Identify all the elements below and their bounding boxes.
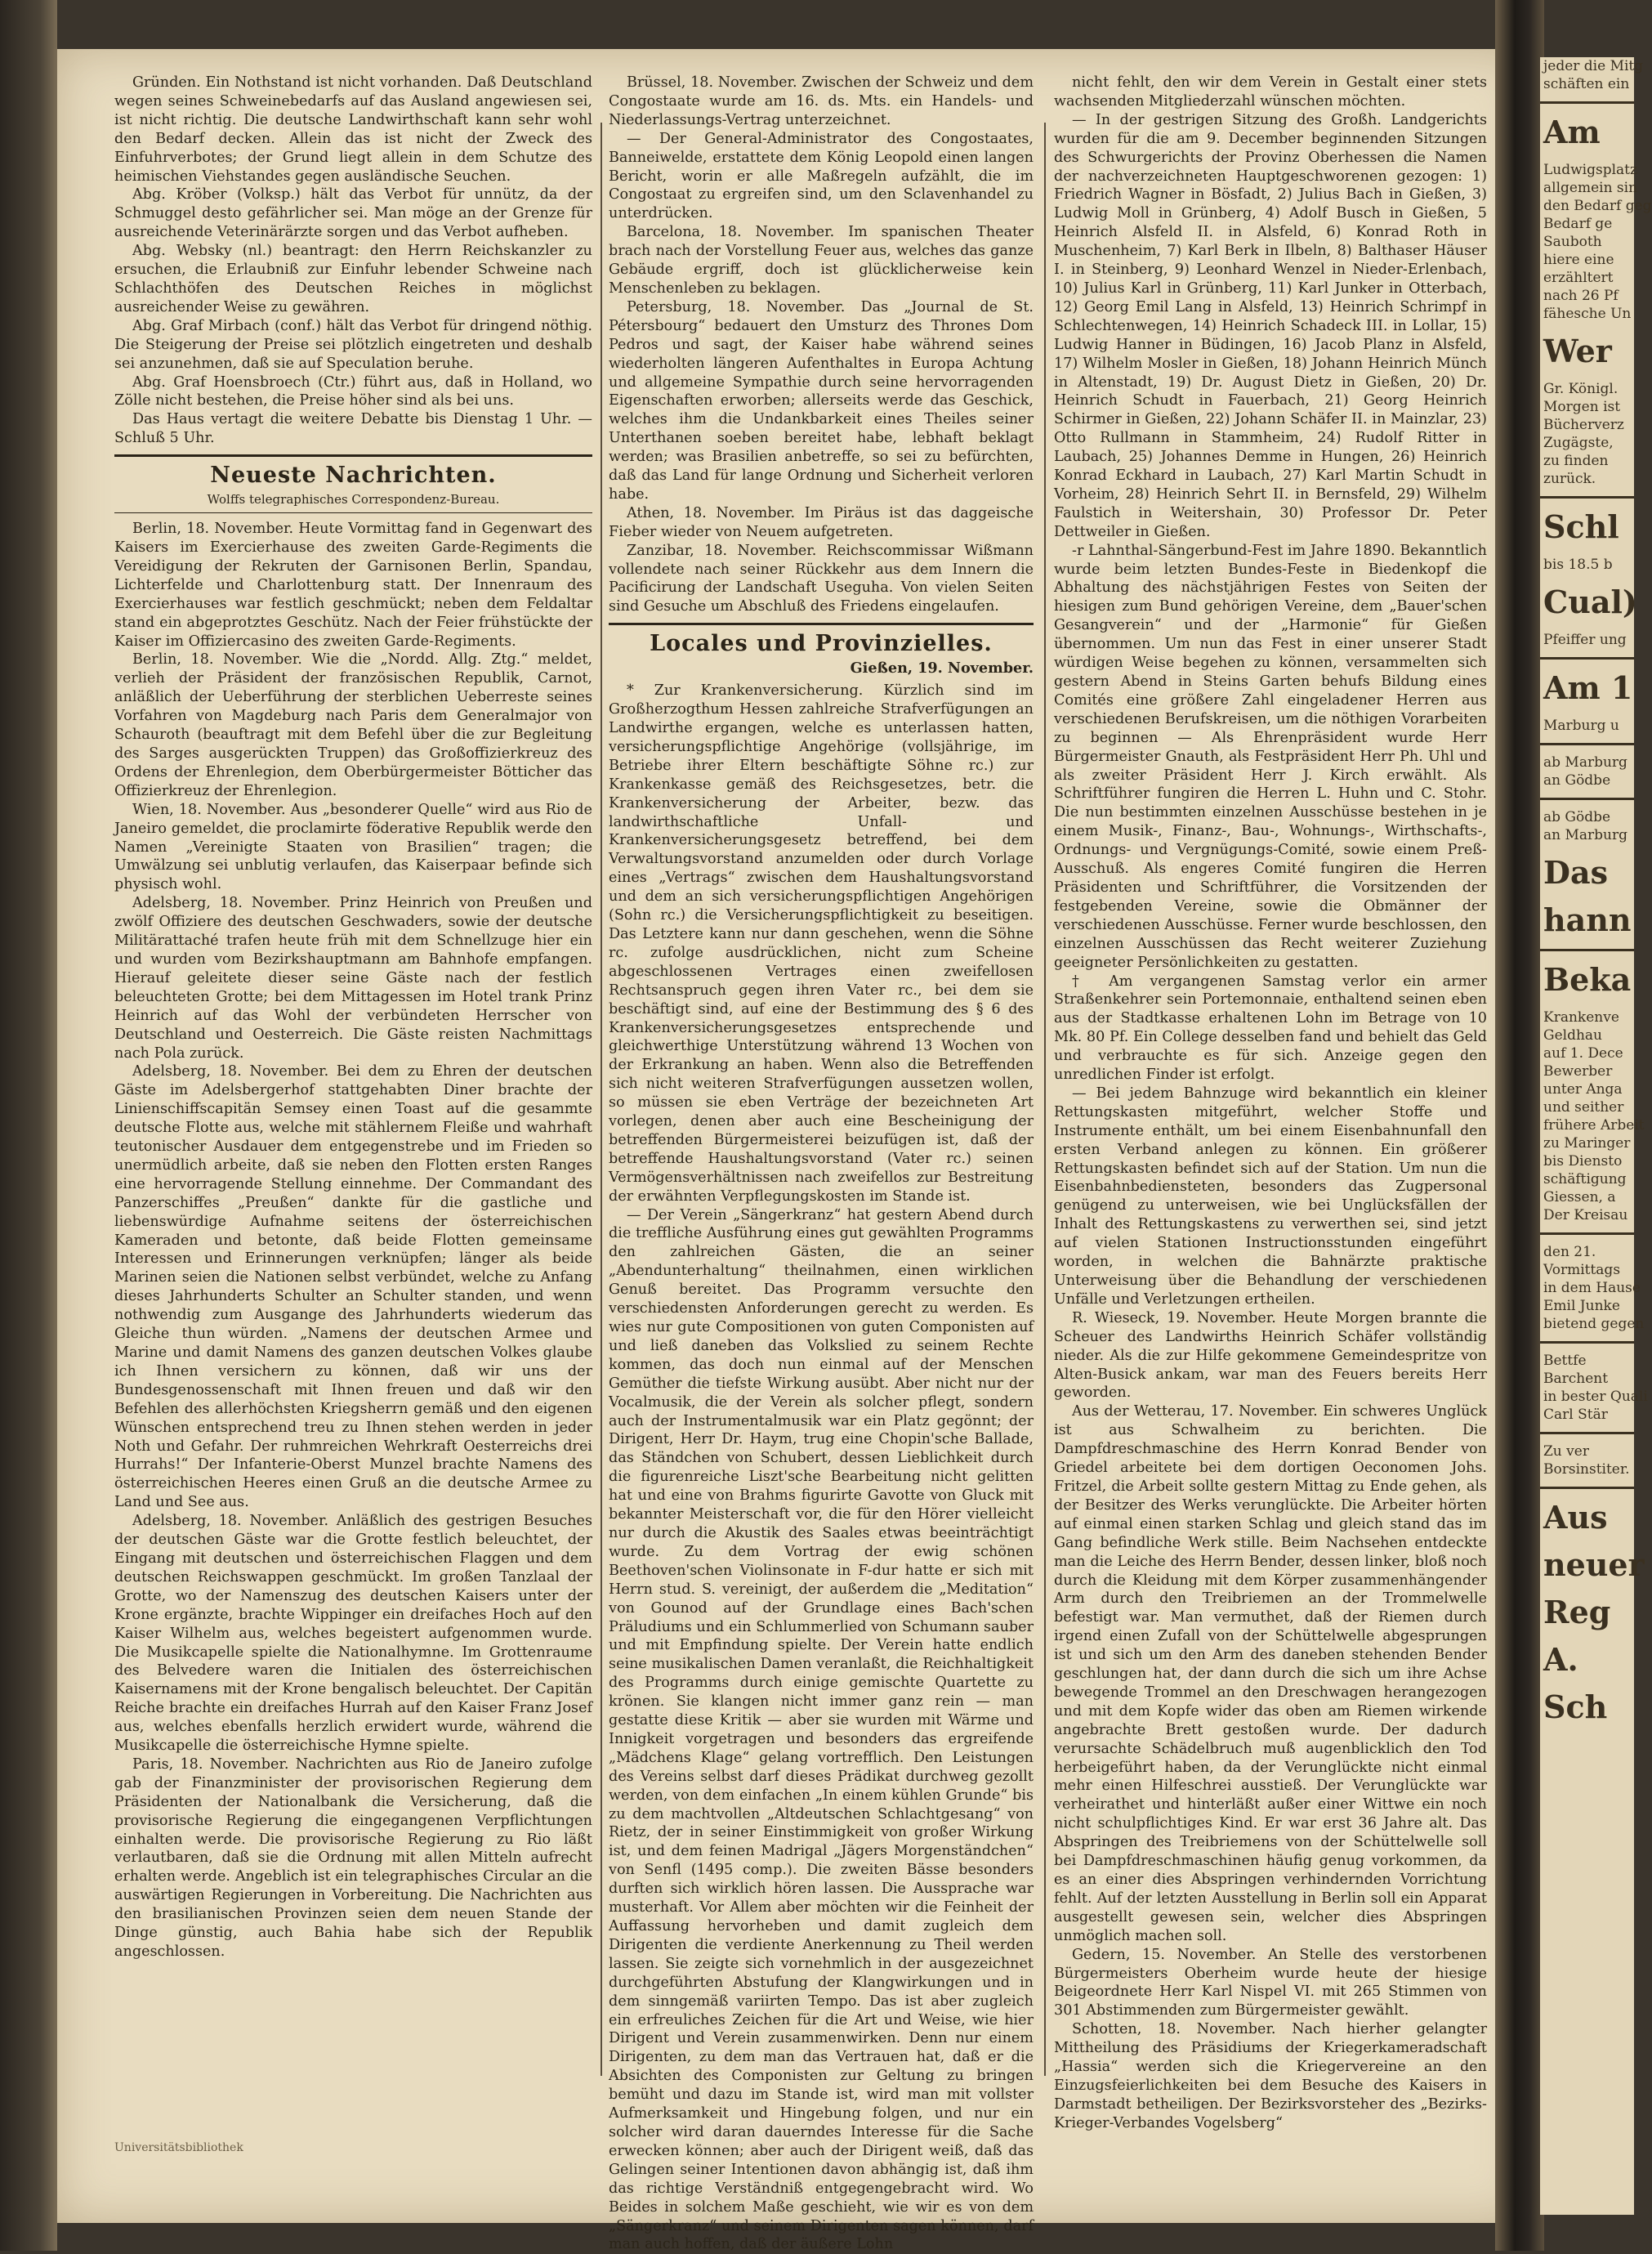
adjacent-page-line: Cual) [1543, 584, 1637, 620]
adjacent-page-line: Am 1 [1543, 669, 1633, 706]
section-title-locales: Locales und Provinzielles. [650, 631, 993, 657]
column-3 [1054, 74, 1487, 2131]
adjacent-page-line: Morgen ist [1543, 399, 1621, 415]
local-paragraph: R. Wieseck, 19. November. Heute Morgen brannte die Scheuer des Landwirths Heinrich Schäfer vollständig nieder. Als die zur Hilfe gekommene Gemeindespritze von Alten-Busick ankam, war man des Feuers bereits Herr geworden. [1054, 1309, 1487, 1402]
adjacent-page-line [1540, 1432, 1634, 1434]
section-title-neueste-nachrichten: Neueste Nachrichten. [210, 463, 497, 489]
column-2 [609, 74, 1034, 2253]
local-paragraph: Gedern, 15. November. An Stelle des verstorbenen Bürgermeisters Oberheim wurde heute der hiesige Beigeordnete Herr Karl Nispel VI. mit 265 Stimmen von 301 Abstimmenden zum Bürgermeister gewählt. [1054, 1946, 1487, 2019]
adjacent-page-line: Wer [1543, 333, 1612, 369]
adjacent-page-line: erzähltert [1543, 270, 1614, 286]
adjacent-page-text [1540, 57, 1652, 1726]
dateline-giessen: Gießen, 19. November. [850, 660, 1034, 678]
news-paragraph: Berlin, 18. November. Wie die „Nordd. Allg. Ztg.“ meldet, verlieh der Präsident der französischen Republik, Carnot, anläßlich der Ueberführung der sterblichen Ueberreste seines Vorfahren von Magdeburg nach Paris dem Generalmajor von Schauroth (beauftragt mit dem Befehl über die zur Begleitung des Sarges ausgerückten Truppen) das Großoffizierkreuz des Ordens der Ehrenlegion, dem Oberbürgermeister Bötticher das Offizierkreuz der Ehrenlegion. [114, 651, 592, 799]
adjacent-page-line: Das [1543, 854, 1608, 891]
adjacent-page-line: den 21. [1543, 1244, 1596, 1260]
column-1 [114, 74, 592, 2092]
adjacent-page-line: Geldhau [1543, 1027, 1602, 1044]
adjacent-page-line: den Bedarf geg [1543, 198, 1652, 214]
adjacent-page-line: Emil Junke [1543, 1298, 1620, 1314]
adjacent-page-line: Pfeiffer ung [1543, 632, 1627, 648]
adjacent-page-line [1540, 1232, 1634, 1235]
adjacent-page-line: frühere Arbeit [1543, 1117, 1645, 1134]
adjacent-page-line: Giessen, a [1543, 1189, 1616, 1205]
adjacent-page-line: Gr. Königl. [1543, 381, 1619, 397]
news-paragraph: Petersburg, 18. November. Das „Journal de St. Pétersbourg“ bedauert den Umsturz des Thrones Dom Pedros und sagt, der Kaiser habe während seines wiederholten längeren Aufenthaltes in Europa Achtung und allgemeine Sympathie durch seine hervorragenden Eigenschaften erworben; allerseits werde das Geschick, welches ihm die Undankbarkeit eines Theiles seiner Unterthanen soeben bereitet habe, lebhaft beklagt werden; was Brasilien anbetreffe, so sei zu befürchten, daß das Land für lange Ordnung und Sicherheit verloren habe. [609, 298, 1034, 503]
adjacent-page-line: zu finden [1543, 453, 1609, 469]
section-rule [609, 623, 1034, 625]
news-paragraph: Adelsberg, 18. November. Bei dem zu Ehren der deutschen Gäste im Adelsbergerhof stattgehabten Diner brachte der Linienschiffscapitän Semsey einen Toast auf die gesammte deutsche Flotte aus, welche mit stählernem Fleiße und wahrhaft teutonischer Ausdauer dem entgegenstrebe und im Frieden so unermüdlich arbeite, daß sie neben den Flotten ersten Ranges eine hervorragende Stellung einnehme. Der Commandant des Panzerschiffes „Preußen“ dankte für die gastliche und liebenswürdige Aufnahme seitens der österreichischen Kameraden und betonte, daß beide Flotten gemeinsame Interessen und Erinnerungen verknüpfen; länger als beide Marinen seien die Nationen selbst verbündet, welche zu Anfang dieses Jahrhunderts Schulter an Schulter standen, und wenn nothwendig zum Ausgange des Jahrhunderts wiederum das Gleiche thun würden. „Namens der deutschen Armee und Marine und damit Namens des ganzen deutschen Volkes glaube ich Ihnen versichern zu können, daß wir uns der Bundesgenossenschaft mit Ihnen freuen und daß wir den Befehlen des allerhöchsten Kriegsherrn gemäß und den eigenen Wünschen entsprechend treu zu Ihnen stehen werden in jeder Noth und Gefahr. Der ruhmreichen Wehrkraft Oesterreichs drei Hurrahs!“ Der Infanterie-Oberst Munzel brachte Namens des österreichischen Heeres einen Gruß an die deutsche Armee zu Land und See aus. [114, 1063, 592, 1511]
adjacent-page-line [1540, 101, 1634, 104]
news-paragraph: Paris, 18. November. Nachrichten aus Rio de Janeiro zufolge gab der Finanzminister der provisorischen Regierung dem Präsidenten der Nationalbank die Versicherung, daß die provisorische Regierung die eingegangenen Verpflichtungen einhalten werde. Die provisorische Regierung zu Rio läßt verlautbaren, daß sie die Ordnung mit allen Mitteln aufrecht erhalten werde. Angeblich ist ein telegraphisches Circular an die auswärtigen Regierungen in Vorbereitung. Die Nachrichten aus den brasilianischen Provinzen seien dem neuen Stande der Dinge günstig, auch Bahia habe sich der Republik angeschlossen. [114, 1755, 592, 1960]
local-news-text [609, 682, 1034, 2254]
adjacent-page-line: Marburg u [1543, 718, 1619, 734]
section-rule-thin [114, 512, 592, 513]
local-paragraph: † Am vergangenen Samstag verlor ein armer Straßenkehrer sein Portemonnaie, enthaltend seinen eben aus der Stadtkasse erhaltenen Lohn im Betrage von 10 Mk. 80 Pf. Ein College desselben fand und behielt das Geld und verbrauchte es für sich. Anzeige gegen den unredlichen Finder ist erfolgt. [1054, 973, 1487, 1084]
adjacent-page-line [1540, 657, 1634, 660]
adjacent-page-line: unter Anga [1543, 1081, 1623, 1098]
adjacent-page-line: Zugägste, [1543, 435, 1614, 451]
parliament-debate-text [114, 74, 592, 448]
debate-paragraph: Gründen. Ein Nothstand ist nicht vorhanden. Daß Deutschland wegen seines Schweinebedarfs auf das Ausland angewiesen sei, ist nicht richtig. Die deutsche Landwirthschaft kann sehr wohl den Bedarf decken. Allein das ist nicht der Zweck des Einfuhrverbotes; der Grund liegt allein in dem Schutze des heimischen Viehstandes gegen ausländische Seuchen. [114, 74, 592, 185]
adjacent-page-line: jeder die Mitg [1543, 58, 1644, 74]
adjacent-page-line: Am [1543, 114, 1601, 150]
adjacent-page-line: Reg [1543, 1594, 1611, 1630]
adjacent-page-line: hiere eine [1543, 252, 1614, 268]
adjacent-page-line: schäften ein [1543, 76, 1630, 92]
adjacent-page-line [1540, 743, 1634, 745]
adjacent-page-line: neuer [1543, 1546, 1645, 1583]
adjacent-page-line: Ludwigsplatz [1543, 162, 1637, 178]
column-divider-2 [1044, 123, 1046, 2076]
news-paragraph: — Der General-Administrator des Congostaates, Banneiwelde, erstattete dem König Leopold einen langen Bericht, worin er alle Maßregeln aufzählt, die im Congostaat zu ergreifen sind, um den Sclavenhandel zu unterdrücken. [609, 130, 1034, 222]
debate-paragraph: Abg. Kröber (Volksp.) hält das Verbot für unnütz, da der Schmuggel desto gefährlicher sei. Man möge an der Grenze für ausreichende Veterinärärzte sorgen und das Verbot aufheben. [114, 186, 592, 241]
adjacent-page-line: Zu ver [1543, 1443, 1589, 1460]
adjacent-page-line: Der Kreisau [1543, 1207, 1628, 1223]
adjacent-page-line: Carl Stär [1543, 1407, 1608, 1423]
adjacent-page-line: Schl [1543, 508, 1619, 545]
news-paragraph: Barcelona, 18. November. Im spanischen Theater brach nach der Vorstellung Feuer aus, welches das ganze Gebäude ergriff, doch ist glücklicherweise kein Menschenleben zu beklagen. [609, 224, 1034, 297]
local-paragraph: — Der Verein „Sängerkranz“ hat gestern Abend durch die treffliche Ausführung eines gut gewählten Programms den zahlreichen Gästen, die an seiner „Abendunterhaltung“ theilnahmen, einen wirklichen Genuß bereitet. Das Programm versuchte den verschiedensten Anforderungen gerecht zu werden. Es wies nur gute Compositionen von guten Componisten auf und ließ daneben das Volkslied zu seinem Rechte kommen, das doch nun einmal auf der Menschen Gemüther die tiefste Wirkung ausübt. Aber nicht nur der Vocalmusik, die der Verein als solcher pflegt, sondern auch der Instrumentalmusik war ein Platz gegönnt; der Dirigent, Herr Dr. Haym, trug eine Chopin'sche Ballade, das Ständchen von Schubert, dessen Lieblichkeit durch die figurenreiche Liszt'sche Bearbeitung nicht gelitten hat und eine von Brahms figurirte Gavotte von Gluck mit bekannter Meisterschaft vor, die für den Hörer vielleicht nur durch die Akustik des Saales etwas beeinträchtigt wurde. Zu dem Vortrag der ewig schönen Beethoven'schen Violinsonate in F-dur hatte er sich mit Herrn stud. S. vereinigt, der außerdem die „Meditation“ von Gounod auf der Grundlage eines Bach'schen Präludiums und ein Schlummerlied von Schumann sauber und mit Empfindung spielte. Der Verein hatte endlich seine musikalischen Damen veranlaßt, die Reichhaltigkeit des Programms durch einige gemischte Quartette zu krönen. Sie klangen nicht immer ganz rein — man gestatte diese Kritik — aber sie wurden mit Wärme und Innigkeit vorgetragen und besonders das ergreifende „Mädchens Klage“ gelang vortrefflich. Den Leistungen des Vereins selbst darf dieses Prädikat durchweg gezollt werden, von dem einfachen „In einem kühlen Grunde“ bis zu dem machtvollen „Altdeutschen Schlachtgesang“ von Rietz, der in seiner Einstimmigkeit von großer Wirkung ist, und dem feinen Madrigal „Jägers Morgenständchen“ von Senfl (1495 comp.). Die zweiten Bässe besonders durften sich wirklich hören lassen. Die Aussprache war musterhaft. Vor Allem aber möchten wir die Feinheit der Auffassung hervorheben und damit zugleich dem Dirigenten die verdiente Anerkennung zu Theil werden lassen. Sie zeigte sich vornehmlich in der ausgezeichnet durchgeführten Abstufung der Klangwirkungen und in dem sinngemäß variirten Tempo. Das ist aber zugleich ein erfreuliches Zeichen für die Art und Weise, wie hier Dirigent und Verein zusammenwirken. Denn nur einem Dirigenten, zu dem man das Vertrauen hat, daß er die Absichten des Componisten zur Geltung zu bringen bemüht und dazu im Stande ist, wird man mit vollster Aufmerksamkeit und Hingebung folgen, und nur ein solcher wird daran dauerndes Interesse für die Sache erwecken können; aber auch der Dirigent weiß, daß das Gelingen seiner Intentionen davon abhängig ist, daß ihm das richtige Verständniß entgegengebracht wird. Wo Beides in solchem Maße geschieht, wie wir es von dem „Sängerkranz“ und seinem Dirigenten sagen können, darf man auch hoffen, daß der äußere Lohn [609, 1206, 1034, 2253]
adjacent-page-line: in dem Hause [1543, 1280, 1641, 1296]
local-paragraph: Aus der Wetterau, 17. November. Ein schweres Unglück ist aus Schwalheim zu berichten. Die Dampfdreschmaschine des Herrn Konrad Bender von Griedel arbeitete bei dem dortigen Oeconomen Johs. Fritzel, die Arbeit sollte gestern Mittag zu Ende gehen, als der Besitzer des Werks verunglückte. Die Arbeiter hörten auf einmal einen starken Schlag und gleich stand das im Gang befindliche Werk stille. Beim Nachsehen entdeckte man die Leiche des Herrn Bender, dessen linker, bloß noch durch die Kleidung mit dem Körper zusammenhängender Arm durch den Treibriemen an der Trommelwelle befestigt war. Man vermuthet, daß der Riemen durch irgend einen Zufall von der Schüttelwelle abgesprungen ist und sich um den Arm des daneben stehenden Bender geschlungen hat, der dann durch die sich um ihre Achse bewegende Trommel an den Dreschwagen herangezogen und mit dem Kopfe wider das oben am Riemen wirkende angebrachte Brett gestoßen wurde. Der dadurch verursachte Schädelbruch muß augenblicklich den Tod herbeigeführt haben, da der Verunglückte nicht einmal mehr einen Hilfeschrei ausstieß. Der Verunglückte war verheirathet und hinterläßt außer einer Wittwe ein noch nicht schulpflichtiges Kind. Er war erst 36 Jahre alt. Das Abspringen des Treibriemens von der Schüttelwelle soll bei Dampfdreschmaschinen häufig genug vorkommen, da es an einer dies Abspringen verhindernden Vorrichtung fehlt. Auf der letzten Ausstellung in Berlin soll ein Apparat ausgestellt gewesen sein, welcher dies Abspringen unmöglich machen soll. [1054, 1403, 1487, 1944]
adjacent-page-line: ab Gödbe [1543, 809, 1611, 825]
scan-left-edge [0, 0, 57, 2251]
debate-paragraph: Abg. Graf Hoensbroech (Ctr.) führt aus, daß in Holland, wo Zölle nicht bestehen, die Preise höher sind als bei uns. [114, 373, 592, 409]
adjacent-page-line: in bester Quali [1543, 1389, 1648, 1405]
adjacent-page-line: Krankenve [1543, 1009, 1619, 1026]
local-paragraph: nicht fehlt, den wir dem Verein in Gestalt einer stets wachsenden Mitgliederzahl wünschen möchten. [1054, 74, 1487, 110]
local-paragraph: — In der gestrigen Sitzung des Großh. Landgerichts wurden für die am 9. December beginnenden Sitzungen des Schwurgerichts der Provinz Oberhessen die Namen der nachverzeichneten Hauptgeschworenen gezogen: 1) Friedrich Wagner in Bösfadt, 2) Julius Bach in Gießen, 3) Ludwig Moll in Grünberg, 4) Adolf Busch in Gießen, 5 Heinrich Alsfeld II. in Alsfeld, 6) Konrad Roth in Muschenheim, 7) Karl Berk in Ilbeln, 8) Balthaser Häuser I. in Steinberg, 9) Leonhard Wenzel in Nieder-Erlenbach, 10) Julius Karl in Grünberg, 11) Karl Junker in Otterbach, 12) Georg Emil Lang in Alsfeld, 13) Heinrich Schrimpf in Schlechtenwegen, 14) Heinrich Schadeck III. in Lollar, 15) Ludwig Hanner in Büdingen, 16) Jacob Planz in Alsfeld, 17) Wilhelm Mosler in Gießen, 18) Johann Heinrich Münch in Altenstadt, 19) Dr. August Dietz in Gießen, 20) Dr. Heinrich Schudt in Fauerbach, 21) Georg Heinrich Schirmer in Gießen, 22) Johann Schäfer II. in Mainzlar, 23) Otto Rullmann in Stammheim, 24) Rudolf Ritter in Laubach, 25) Johannes Demme in Hungen, 26) Heinrich Konrad Eckhard in Laubach, 27) Karl Martin Schudt in Vorheim, 28) Heinrich Sehrt II. in Bernsfeld, 29) Wilhelm Faulstich in Weitershain, 30) Professor Dr. Peter Dettweiler in Gießen. [1054, 111, 1487, 540]
adjacent-page-line: Barchent [1543, 1371, 1609, 1387]
news-paragraph: Athen, 18. November. Im Piräus ist das daggeische Fieber wieder von Neuem aufgetreten. [609, 504, 1034, 540]
debate-paragraph: Das Haus vertagt die weitere Debatte bis Dienstag 1 Uhr. — Schluß 5 Uhr. [114, 411, 592, 447]
adjacent-page-line: auf 1. Dece [1543, 1045, 1623, 1062]
adjacent-page-line: Sauboth [1543, 234, 1602, 250]
adjacent-page-line: zu Maringer [1543, 1135, 1631, 1152]
adjacent-page-line [1540, 496, 1634, 499]
adjacent-page-line: bis Diensto [1543, 1153, 1623, 1169]
library-stamp: Universitätsbibliothek [114, 2141, 243, 2154]
local-paragraph: Schotten, 18. November. Nach hierher gelangter Mittheilung des Präsidiums der Kriegerkameradschaft „Hassia“ werden sich die Kriegervereine an den Einzugsfeierlichkeiten bei dem Besuche des Kaisers in Darmstadt betheiligen. Der Bezirksvorsteher des „Bezirks-Krieger-Verbandes Vogelsberg“ [1054, 2021, 1487, 2131]
local-news-continued [1054, 74, 1487, 2133]
local-paragraph: -r Lahnthal-Sängerbund-Fest im Jahre 1890. Bekanntlich wurde beim letzten Bundes-Feste in Biedenkopf die Abhaltung des nächstjährigen Festes von Seiten der hiesigen zum Bund gehörigen Vereine, dem „Bauer'schen Gesangverein“ und der „Harmonie“ für Gießen übernommen. Um nun das Fest in einer unserer Stadt würdigen Weise begehen zu können, versammelten sich gestern Abend in Steins Garten behufs Bildung eines Comités eine größere Zahl eingeladener Herren aus verschiedenen Berufskreisen, um die nöthigen Vorarbeiten zu beginnen — Als Ehrenpräsident wurde Herr Bürgermeister Gnauth, als Festpräsident Herr Ph. Uhl und als zweiter Präsident Herr J. Kirch erwählt. Als Schriftführer fungiren die Herren L. Huhn und C. Stohr. Die nun bestimmten einzelnen Ausschüsse bestehen in je einem Musik-, Finanz-, Bau-, Wohnungs-, Wirthschafts-, Ordnungs- und Vergnügungs-Comité, sowie einem Preß-Ausschuß. Als engeres Comité fungiren die Herren Präsidenten und Schriftführer, die Vorsitzenden der festgebenden Vereine, sowie die Obmänner der verschiedenen Ausschüsse. Ferner wurde beschlossen, den einzelnen Ausschüssen das Recht weiterer Zuziehung geeigneter Persönlichkeiten zu gestatten. [1054, 542, 1487, 971]
adjacent-page-line: Bedarf ge [1543, 216, 1613, 232]
local-paragraph: — Bei jedem Bahnzuge wird bekanntlich ein kleiner Rettungskasten mitgeführt, welcher Stoffe und Instrumente enthält, um bei einem Eisenbahnunfall den ersten Verband anlegen zu können. Ein größerer Rettungskasten befindet sich auf der Station. Um nun die Eisenbahnbediensteten, besonders das Zugpersonal genügend zu unterweisen, wie bei Unglücksfällen der Inhalt des Rettungskastens zu verwerthen sei, sind jetzt auf vielen Stationen Instructionsstunden eingeführt worden, in welchen die Bahnärzte praktische Unterweisung über die Behandlung der verschiedenen Unfälle und Verletzungen ertheilen. [1054, 1085, 1487, 1308]
debate-paragraph: Abg. Websky (nl.) beantragt: den Herrn Reichskanzler zu ersuchen, die Erlaubniß zur Einfuhr lebender Schweine nach Schlachthöfen des Deutschen Reiches in möglichst ausreichender Weise zu gewähren. [114, 243, 592, 315]
adjacent-page-line: Beka [1543, 961, 1632, 998]
debate-paragraph: Abg. Graf Mirbach (conf.) hält das Verbot für dringend nöthig. Die Steigerung der Preise sei plötzlich eingetreten und deshalb sei anzunehmen, daß sie auf Speculation beruhe. [114, 317, 592, 372]
adjacent-page-line: nach 26 Pf [1543, 288, 1619, 304]
adjacent-page-line: an Marburg [1543, 827, 1627, 843]
news-paragraph: Wien, 18. November. Aus „besonderer Quelle“ wird aus Rio de Janeiro gemeldet, die proclamirte föderative Republik werde den Namen „Vereinigte Staaten von Brasilien“ tragen; die Umwälzung sei unblutig verlaufen, das Kaiserpaar befinde sich physisch wohl. [114, 801, 592, 893]
adjacent-page-line: Bücherverz [1543, 417, 1624, 433]
news-paragraph: Brüssel, 18. November. Zwischen der Schweiz und dem Congostaate wurde am 16. ds. Mts. ein Handels- und Niederlassungs-Vertrag unterzeichnet. [609, 74, 1034, 128]
book-binding-gutter [1495, 0, 1544, 2251]
adjacent-page-line: an Gödbe [1543, 772, 1611, 789]
adjacent-page-line: bis 18.5 b [1543, 557, 1613, 573]
telegraph-news-continued [609, 74, 1034, 616]
adjacent-page-line: Bewerber [1543, 1063, 1613, 1080]
column-divider-1 [601, 123, 602, 2076]
adjacent-page-line: Bettfe [1543, 1353, 1587, 1369]
news-paragraph: Berlin, 18. November. Heute Vormittag fand in Gegenwart des Kaisers im Exercierhause des zweiten Garde-Regiments die Vereidigung der Rekruten der Garnisonen Berlin, Spandau, Lichterfelde und Charlottenburg statt. Der Innenraum des Exercierhauses war festlich geschmückt; neben dem Feldaltar stand ein abgeprotztes Geschütz. Nach der Feier frühstückte der Kaiser im Offiziercasino des zweiten Garde-Regiments. [114, 521, 592, 650]
adjacent-page-line: Borsinstiter. [1543, 1461, 1630, 1478]
adjacent-page-line: Aus [1543, 1499, 1608, 1536]
adjacent-page-line: allgemein sin [1543, 180, 1638, 196]
adjacent-page-line [1540, 1487, 1634, 1489]
local-paragraph: * Zur Krankenversicherung. Kürzlich sind im Großherzogthum Hessen zahlreiche Strafverfügungen an Landwirthe ergangen, welche es unterlassen hatten, versicherungspflichtige Angehörige (vollsjährige, im Betriebe ihrer Eltern beschäftigte Söhne rc.) zur Krankenkasse gemäß des Reichsgesetzes, betr. die Krankenversicherung der Arbeiter, bezw. das landwirthschaftliche Unfall- und Krankenversicherungsgesetz betreffend, bei dem Verwaltungsvorstand anzumelden oder durch Vorlage eines „Vertrags“ zwischen dem Haushaltungsvorstand und dem an sich versicherungspflichtigen Angehörigen (Sohn rc.) die Versicherungspflichtigkeit zu beseitigen. Das Letztere kann nur dann geschehen, wenn die Söhne rc. zufolge ausdrücklichen, nicht zum Scheine abgeschlossenen Vertrages einen zweifellosen Rechtsanspruch gegen ihren Vater rc., bei dem sie beschäftigt sind, auf eine der Bestimmung des § 6 des Krankenversicherungsgesetzes entsprechende und gleichwerthige Unterstützung während 13 Wochen von der Erkrankung an haben. Wenn also die Betreffenden sich nicht weiteren Strafverfügungen aussetzen wollen, so müssen sie eben Verträge der bezeichneten Art vorlegen, denen aber auch eine Bescheinigung der betreffenden Bürgermeisterei beizufügen ist, daß der betreffende Haushaltungsvorstand (Vater rc.) seinen Vermögensverhältnissen nach zweifellos zur Bestreitung der erwähnten Verpflegungskosten im Stande ist. [609, 682, 1034, 1205]
adjacent-page-line: Vormittags [1543, 1262, 1621, 1278]
adjacent-page-line: fähesche Un [1543, 306, 1632, 322]
adjacent-page-line [1540, 1341, 1634, 1344]
adjacent-page-line: Sch [1543, 1688, 1608, 1725]
adjacent-page-fragment [1540, 57, 1652, 2215]
adjacent-page-line: hann [1543, 901, 1632, 938]
news-paragraph: Zanzibar, 18. November. Reichscommissar Wißmann vollendete nach seiner Rückkehr aus dem Innern die Pacificirung der Landschaft Useguha. Von vielen Seiten sind Gesuche um Abschluß des Friedens eingelaufen. [609, 542, 1034, 615]
adjacent-page-line: zurück. [1543, 471, 1596, 487]
adjacent-page-line [1540, 949, 1634, 951]
news-paragraph: Adelsberg, 18. November. Prinz Heinrich von Preußen und zwölf Offiziere des deutschen Geschwaders, sowie der deutsche Militärattaché trafen heute früh mit dem Schnellzuge hier ein und wurden vom Bezirkshauptmann am Bahnhofe empfangen. Hierauf geleitete dieser seine Gäste nach der festlich beleuchteten Grotte; bei dem Mittagessen im Hotel trank Prinz Heinrich auf das Wohl der verbündeten Herrscher von Deutschland und Oesterreich. Die Gäste reisten Nachmittags nach Pola zurück. [114, 895, 592, 1062]
adjacent-page-line: und seither [1543, 1099, 1624, 1116]
telegraph-news-text [114, 520, 592, 1961]
adjacent-page-line: ab Marburg [1543, 754, 1627, 771]
adjacent-page-line: A. [1543, 1641, 1578, 1678]
news-paragraph: Adelsberg, 18. November. Anläßlich des gestrigen Besuches der deutschen Gäste war die Grotte festlich beleuchtet, der Eingang mit deutschen und österreichischen Flaggen und dem deutschen Reichswappen geschmückt. Im großen Tanzlaal der Grotte, wo der Namenszug des deutschen Kaisers unter der Krone ergänzte, brachte Wippinger ein dreifaches Hoch auf den Kaiser Wilhelm aus, welches begeistert aufgenommen wurde. Die Musikcapelle spielte die Nationalhymne. Im Grottenraume des Belvedere waren die Initialen des österreichischen Kaisernamens mit der Krone bengalisch beleuchtet. Der Capitän Reiche brachte ein dreifaches Hurrah auf den Kaiser Franz Josef aus, welches ebenfalls herzlich erwidert wurde, während die Musikcapelle die österreichische Hymne spielte. [114, 1513, 592, 1755]
section-rule [114, 454, 592, 457]
section-subtitle-wolff: Wolffs telegraphisches Correspondenz-Bureau. [207, 492, 500, 508]
adjacent-page-line [1540, 798, 1634, 800]
adjacent-page-line: schäftigung [1543, 1171, 1627, 1187]
adjacent-page-line: bietend gegen [1543, 1316, 1645, 1332]
